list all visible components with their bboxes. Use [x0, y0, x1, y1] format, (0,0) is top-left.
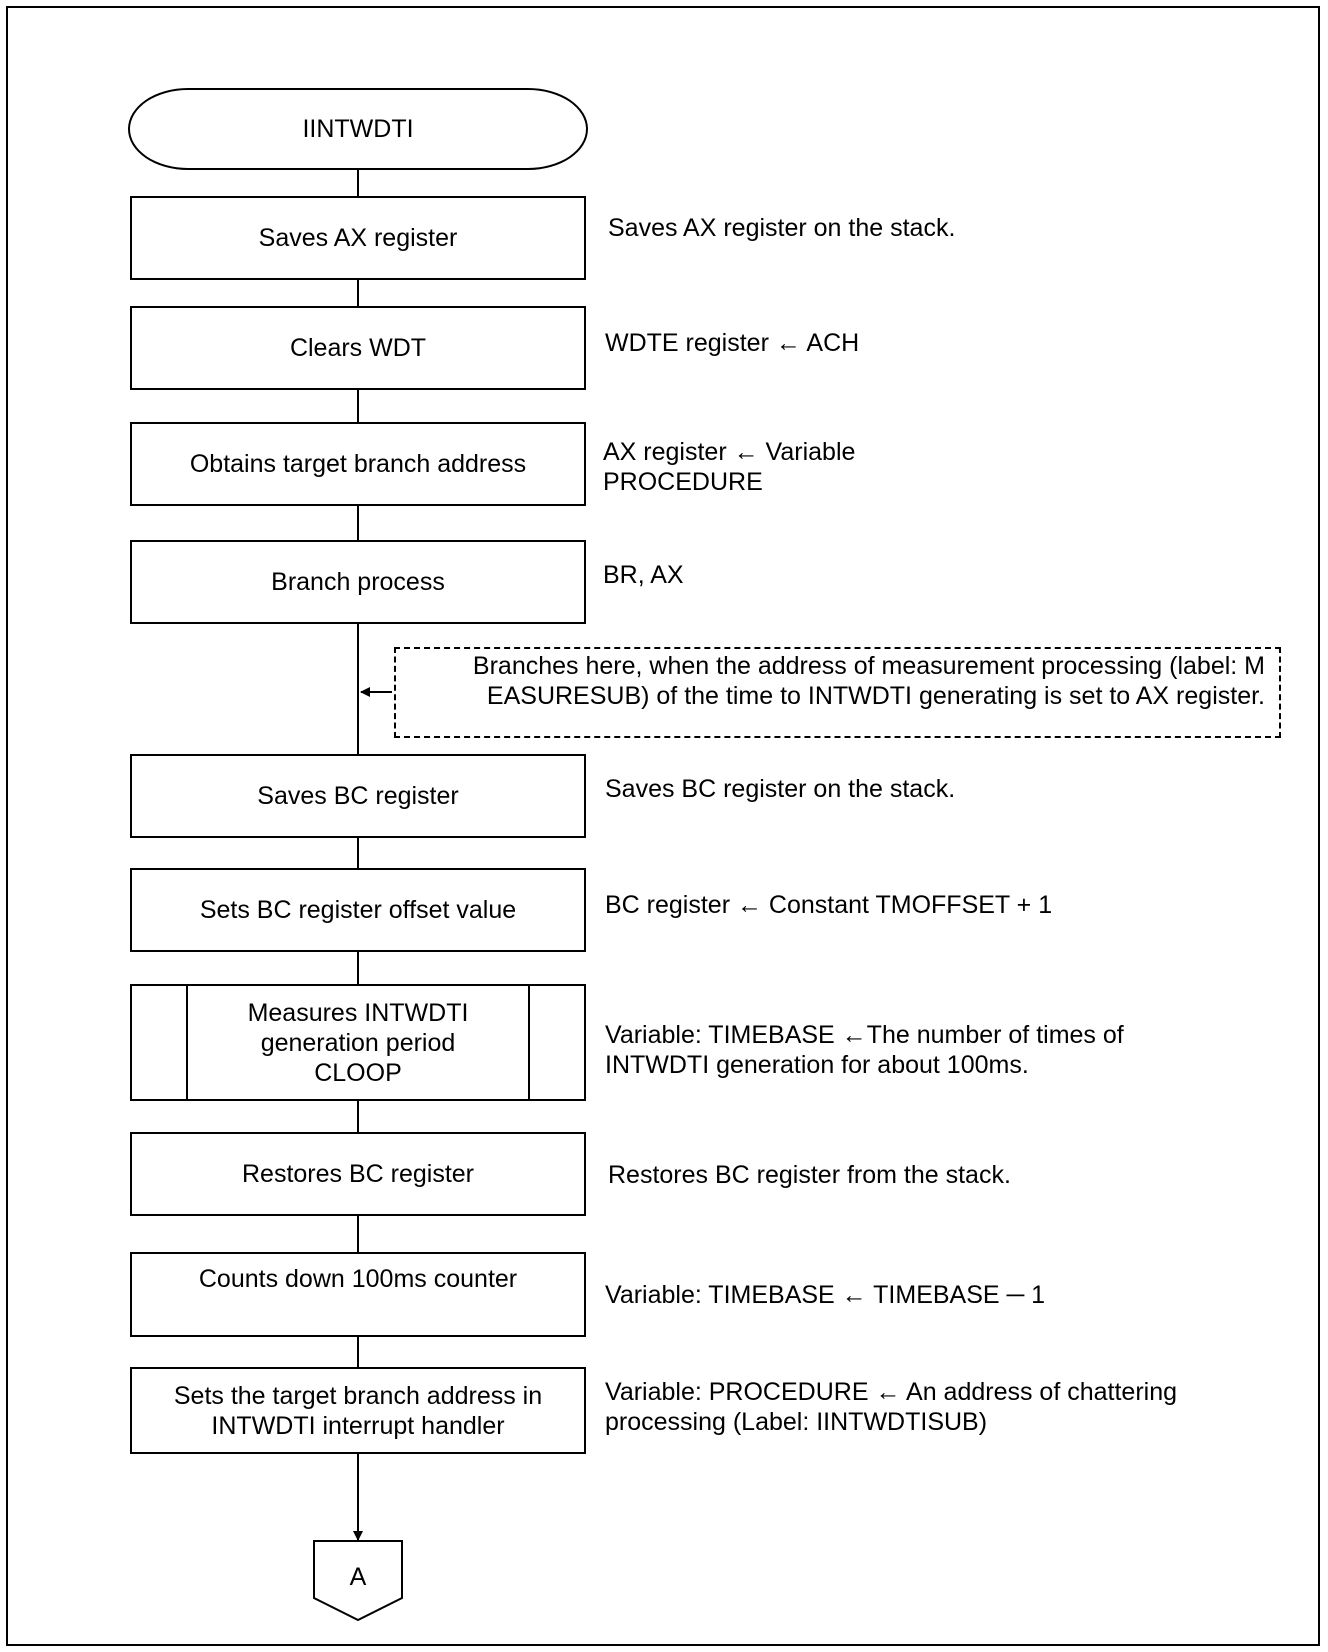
process-note: Restores BC register from the stack. [608, 1161, 1011, 1189]
process-note: Variable: PROCEDURE ← An address of chattering processing (Label: IINTWDTISUB) [605, 1378, 1178, 1436]
process-save-ax [130, 196, 586, 280]
process-label: Saves BC register [257, 782, 459, 810]
process-note: Variable: TIMEBASE ←The number of times of INTWDTI generation for about 100ms. [605, 1021, 1124, 1079]
subprocess-measure-period [130, 984, 586, 1101]
process-note: Variable: TIMEBASE ← TIMEBASE ─ 1 [605, 1281, 1046, 1309]
process-note: Saves BC register on the stack. [605, 775, 956, 803]
process-label: Sets the target branch address in INTWDTI interrupt handler [173, 1381, 543, 1440]
process-note: BR, AX [603, 561, 684, 589]
process-note: WDTE register ← ACH [605, 329, 860, 357]
process-label: Counts down 100ms counter [198, 1265, 518, 1293]
start-label: IINTWDTI [302, 115, 414, 143]
process-save-bc [130, 754, 586, 838]
process-label: Clears WDT [289, 334, 427, 362]
process-label: Sets BC register offset value [199, 896, 517, 924]
process-label: Saves AX register [258, 224, 458, 252]
subprocess-bar-left [186, 986, 188, 1099]
process-set-bc-offset [130, 868, 586, 952]
process-note: BC register ← Constant TMOFFSET + 1 [605, 891, 1053, 919]
process-countdown [130, 1252, 586, 1337]
start-terminal [128, 88, 588, 170]
process-label: Obtains target branch address [189, 450, 527, 478]
process-note: Saves AX register on the stack. [608, 214, 956, 242]
offpage-connector-label: A [349, 1563, 367, 1591]
subprocess-bar-right [528, 986, 530, 1099]
process-label: Measures INTWDTI generation period CLOOP [247, 998, 469, 1087]
process-set-branch-address [130, 1367, 586, 1454]
branch-entry-note: Branches here, when the address of measurement processing (label: M EASURESUB) of the time to INTWDTI generating is set to AX register. [394, 647, 1281, 738]
process-label: Branch process [271, 568, 445, 596]
process-obtain-branch-address [130, 422, 586, 506]
process-clear-wdt [130, 306, 586, 390]
process-note: AX register ← Variable PROCEDURE [603, 438, 856, 496]
process-restore-bc [130, 1132, 586, 1216]
process-label: Restores BC register [241, 1160, 475, 1188]
process-branch [130, 540, 586, 624]
